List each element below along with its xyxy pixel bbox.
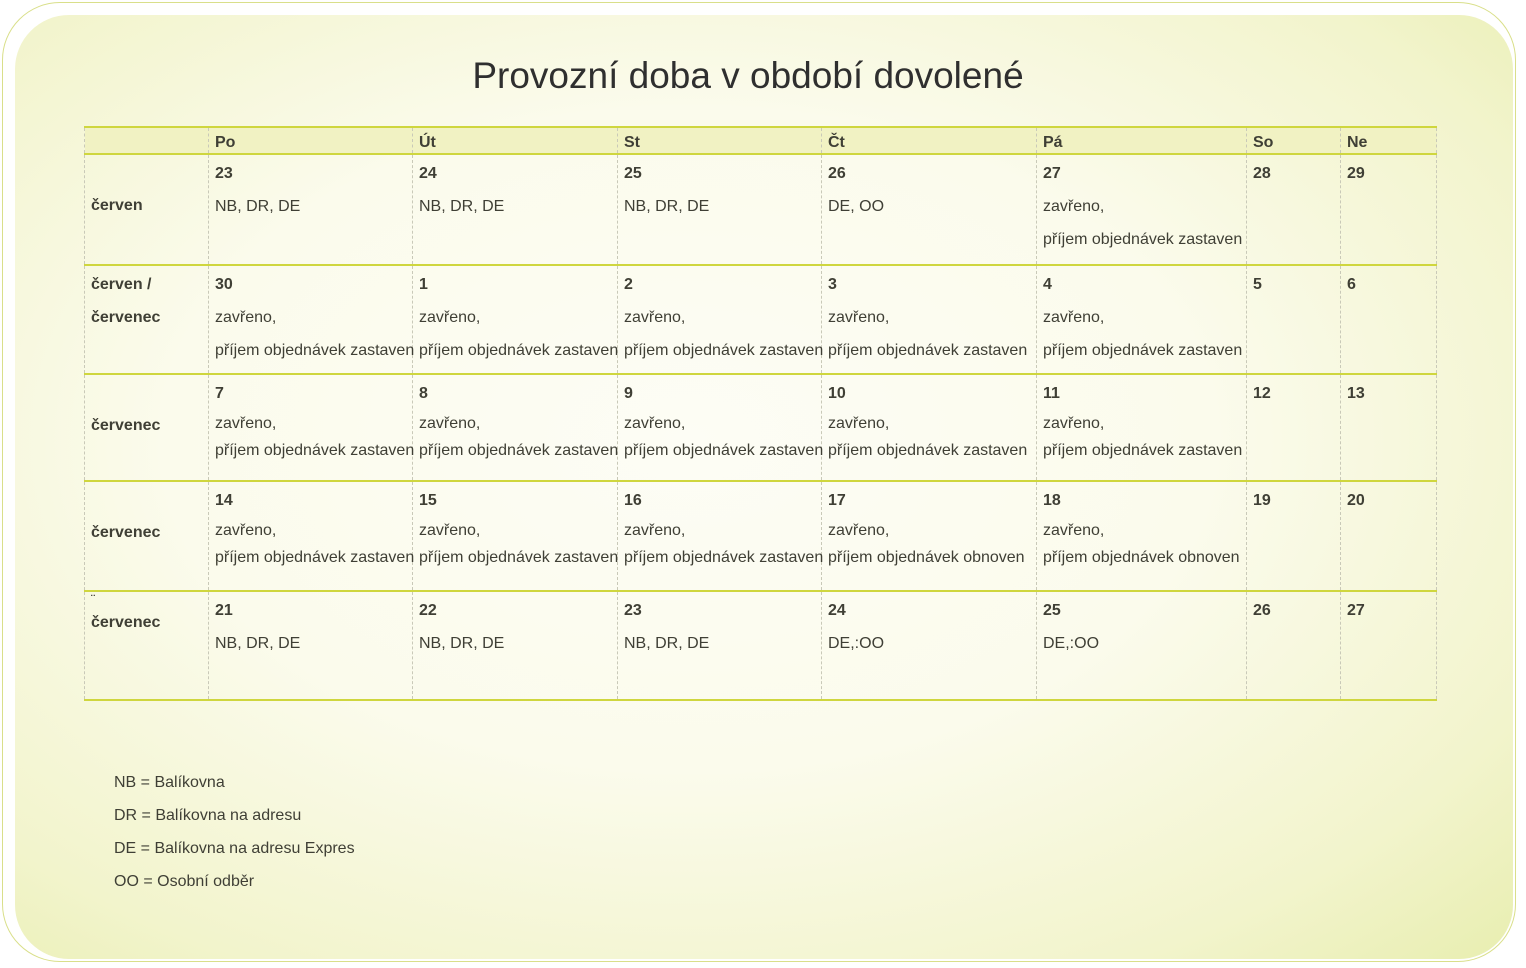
month-label: červenec [91,309,161,326]
legend-item: DR = Balíkovna na adresu [114,807,302,824]
header-thursday: Čt [822,127,1037,154]
month-cell [85,265,209,374]
month-cell [85,374,209,481]
day-status: NB, DR, DE [215,635,301,652]
day-cell [618,265,822,374]
day-cell [822,591,1037,700]
day-number: 29 [1347,165,1365,182]
day-number: 17 [828,492,846,509]
day-number: 26 [828,165,846,182]
day-status: příjem objednávek zastaven [1043,231,1243,248]
day-cell [1037,481,1247,591]
day-status: zavřeno, [215,415,277,432]
day-number: 25 [1043,602,1061,619]
day-cell [209,374,413,481]
month-cell [85,481,209,591]
day-status: zavřeno, [419,415,481,432]
day-cell [618,154,822,265]
day-cell [1341,591,1437,700]
day-number: 25 [624,165,642,182]
day-number: 10 [828,385,846,402]
day-status: zavřeno, [624,522,686,539]
day-cell [1341,154,1437,265]
week-row [85,154,1437,265]
schedule-table [84,126,1437,701]
legend [114,766,355,898]
day-number: 23 [215,165,233,182]
day-status: příjem objednávek zastaven [419,549,619,566]
day-status: NB, DR, DE [215,198,301,215]
day-cell [822,481,1037,591]
day-status: NB, DR, DE [624,635,710,652]
month-mark: ¨ [91,592,95,606]
day-number: 22 [419,602,437,619]
day-status: příjem objednávek zastaven [215,342,415,359]
day-number: 13 [1347,385,1365,402]
day-cell [1247,265,1341,374]
day-status: zavřeno, [215,522,277,539]
day-status: příjem objednávek zastaven [624,442,824,459]
day-status: zavřeno, [419,309,481,326]
day-status: zavřeno, [215,309,277,326]
day-status: NB, DR, DE [419,635,505,652]
day-number: 27 [1347,602,1365,619]
day-number: 12 [1253,385,1271,402]
day-cell [413,265,618,374]
legend-item: OO = Osobní odběr [114,873,255,890]
day-number: 14 [215,492,233,509]
day-cell [1247,374,1341,481]
day-status: příjem objednávek zastaven [1043,442,1243,459]
day-cell [618,591,822,700]
day-number: 2 [624,276,633,293]
week-row [85,265,1437,374]
day-cell [822,154,1037,265]
day-status: DE,:OO [828,635,885,652]
day-status: zavřeno, [1043,415,1105,432]
month-label: červenec [91,614,161,631]
day-number: 26 [1253,602,1271,619]
week-row [85,591,1437,700]
day-number: 9 [624,385,633,402]
day-status: zavřeno, [828,522,890,539]
day-cell [413,374,618,481]
month-label: červenec [91,417,161,434]
day-number: 8 [419,385,428,402]
header-row [85,127,1437,154]
day-cell [1247,154,1341,265]
legend-item: NB = Balíkovna [114,774,225,791]
page-title: Provozní doba v období dovolené [472,55,1024,96]
day-cell [1341,481,1437,591]
day-status: příjem objednávek zastaven [419,442,619,459]
day-status: NB, DR, DE [624,198,710,215]
day-number: 24 [828,602,846,619]
day-status: zavřeno, [624,415,686,432]
day-cell [413,154,618,265]
day-number: 27 [1043,165,1061,182]
header-monday: Po [209,127,413,154]
day-cell [618,481,822,591]
month-label: červen / [91,276,152,293]
day-cell [209,154,413,265]
header-saturday: So [1247,127,1341,154]
week-row [85,374,1437,481]
day-number: 28 [1253,165,1271,182]
header-friday: Pá [1037,127,1247,154]
day-number: 19 [1253,492,1271,509]
day-number: 15 [419,492,437,509]
day-cell [1037,591,1247,700]
day-status: příjem objednávek zastaven [624,342,824,359]
day-status: příjem objednávek zastaven [828,342,1028,359]
day-number: 3 [828,276,837,293]
day-number: 24 [419,165,437,182]
day-cell [1037,265,1247,374]
month-label: červen [91,197,143,214]
day-number: 21 [215,602,233,619]
day-number: 6 [1347,276,1356,293]
day-number: 5 [1253,276,1262,293]
day-status: příjem objednávek zastaven [828,442,1028,459]
month-cell [85,591,209,700]
week-row [85,481,1437,591]
day-cell [413,481,618,591]
day-cell [1341,374,1437,481]
day-cell [1247,591,1341,700]
day-status: příjem objednávek zastaven [215,549,415,566]
day-status: příjem objednávek zastaven [624,549,824,566]
month-label: červenec [91,524,161,541]
day-status: zavřeno, [1043,198,1105,215]
day-cell [1037,154,1247,265]
day-cell [822,374,1037,481]
day-cell [618,374,822,481]
day-status: zavřeno, [828,309,890,326]
day-number: 30 [215,276,233,293]
day-number: 23 [624,602,642,619]
day-cell [209,265,413,374]
day-status: příjem objednávek zastaven [419,342,619,359]
day-cell [413,591,618,700]
day-status: zavřeno, [624,309,686,326]
day-cell [1247,481,1341,591]
header-month [85,127,209,154]
day-number: 20 [1347,492,1365,509]
day-cell [1037,374,1247,481]
day-number: 7 [215,385,224,402]
header-sunday: Ne [1341,127,1437,154]
day-status: zavřeno, [828,415,890,432]
day-number: 1 [419,276,428,293]
day-status: zavřeno, [1043,309,1105,326]
day-cell [209,481,413,591]
day-status: NB, DR, DE [419,198,505,215]
day-number: 16 [624,492,642,509]
day-status: příjem objednávek obnoven [1043,549,1240,566]
day-number: 11 [1043,385,1060,402]
day-status: zavřeno, [1043,522,1105,539]
day-status: příjem objednávek zastaven [1043,342,1243,359]
day-cell [1341,265,1437,374]
month-cell [85,154,209,265]
day-cell [209,591,413,700]
day-status: DE, OO [828,198,885,215]
legend-item: DE = Balíkovna na adresu Expres [114,840,355,857]
day-status: příjem objednávek zastaven [215,442,415,459]
day-status: příjem objednávek obnoven [828,549,1025,566]
header-tuesday: Út [413,127,618,154]
day-number: 18 [1043,492,1061,509]
day-status: DE,:OO [1043,635,1100,652]
day-cell [822,265,1037,374]
day-status: zavřeno, [419,522,481,539]
header-wednesday: St [618,127,822,154]
day-number: 4 [1043,276,1052,293]
